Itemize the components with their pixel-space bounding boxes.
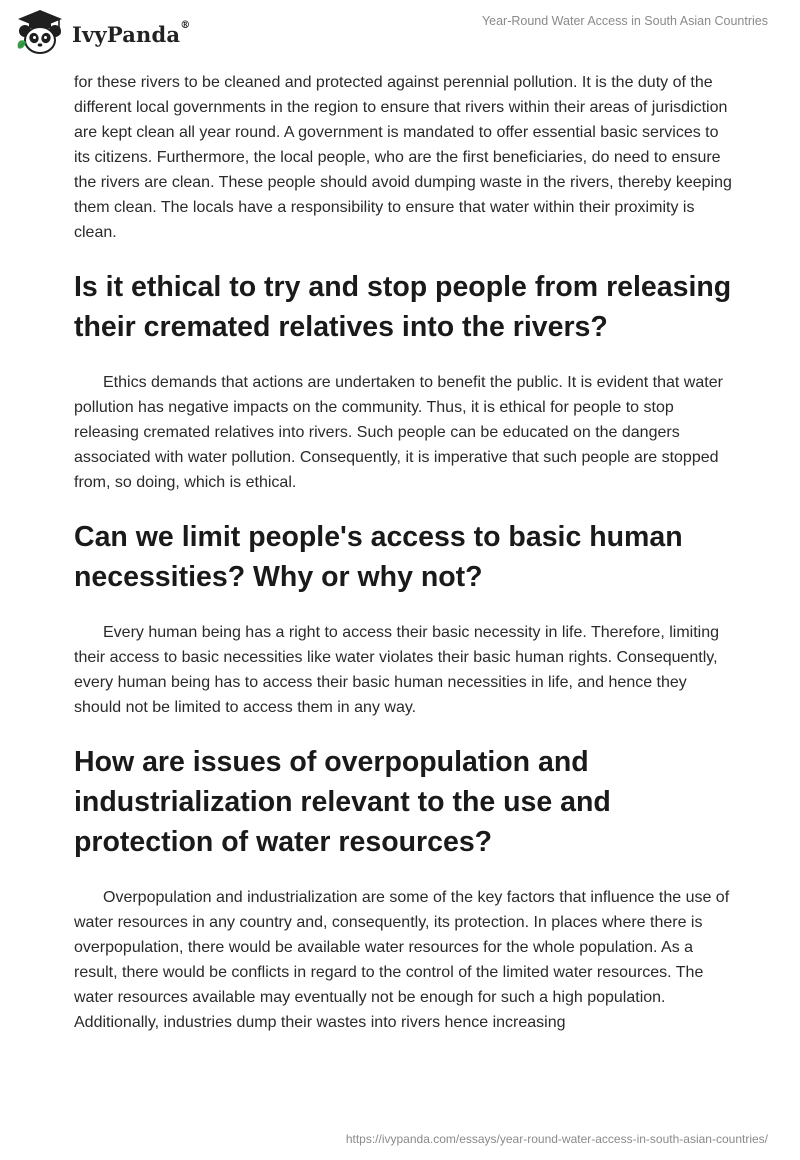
paragraph-intro: for these rivers to be cleaned and protected against perennial pollution. It is the duty of the different local governments in the region to ensure that rivers within their areas of jurisdiction are kept clean all year round. A government is mandated to offer essential basic services to its citizens. Furthermore, the local people, who are the first beneficiaries, do need to ensure the rivers are clean. These people should avoid dumping waste in the rivers, thereby keeping them clean. The locals have a responsibility to ensure that water within their proximity is clean.	[74, 74, 732, 241]
paragraph-overpopulation: Overpopulation and industrialization are some of the key factors that influence the use of water resources in any country and, consequently, its protection. In places where there is overpopulation, there would be available water resources for the whole population. As a result, there would be conflicts in regard to the control of the limited water resources. The water resources available may eventually not be enough for such a high population. Additionally, industries dump their wastes into rivers hence increasing	[74, 889, 730, 1031]
paragraph-ethics: Ethics demands that actions are undertaken to benefit the public. It is evident that water pollution has negative impacts on the community. Thus, it is ethical for people to stop releasing cremated relatives into rivers. Such people can be educated on the dangers associated with water pollution. Consequently, it is imperative that such people are stopped from, so doing, which is ethical.	[74, 374, 723, 491]
ivypanda-logo[interactable]	[14, 8, 190, 56]
page-header	[0, 0, 800, 64]
essay-content	[74, 70, 734, 1035]
panda-graduate-icon	[14, 8, 66, 56]
registered-mark: ®	[180, 19, 191, 31]
paragraph-limit-access: Every human being has a right to access their basic necessity in life. Therefore, limiting their access to basic necessities like water violates their basic human rights. Consequently, every human being has to access their basic human necessities in life, and hence they should not be limited to access them in any way.	[74, 624, 719, 716]
logo-text: IvyPanda®	[72, 19, 191, 47]
section-heading-ethics: Is it ethical to try and stop people from releasing their cremated relatives into the rivers?	[74, 271, 732, 343]
source-url[interactable]: https://ivypanda.com/essays/year-round-water-access-in-south-asian-countries/	[345, 1132, 768, 1146]
document-title: Year-Round Water Access in South Asian Countries	[481, 14, 768, 28]
section-heading-limit-access: Can we limit people's access to basic human necessities? Why or why not?	[74, 521, 683, 593]
section-heading-overpopulation: How are issues of overpopulation and industrialization relevant to the use and protection of water resources?	[74, 746, 611, 858]
